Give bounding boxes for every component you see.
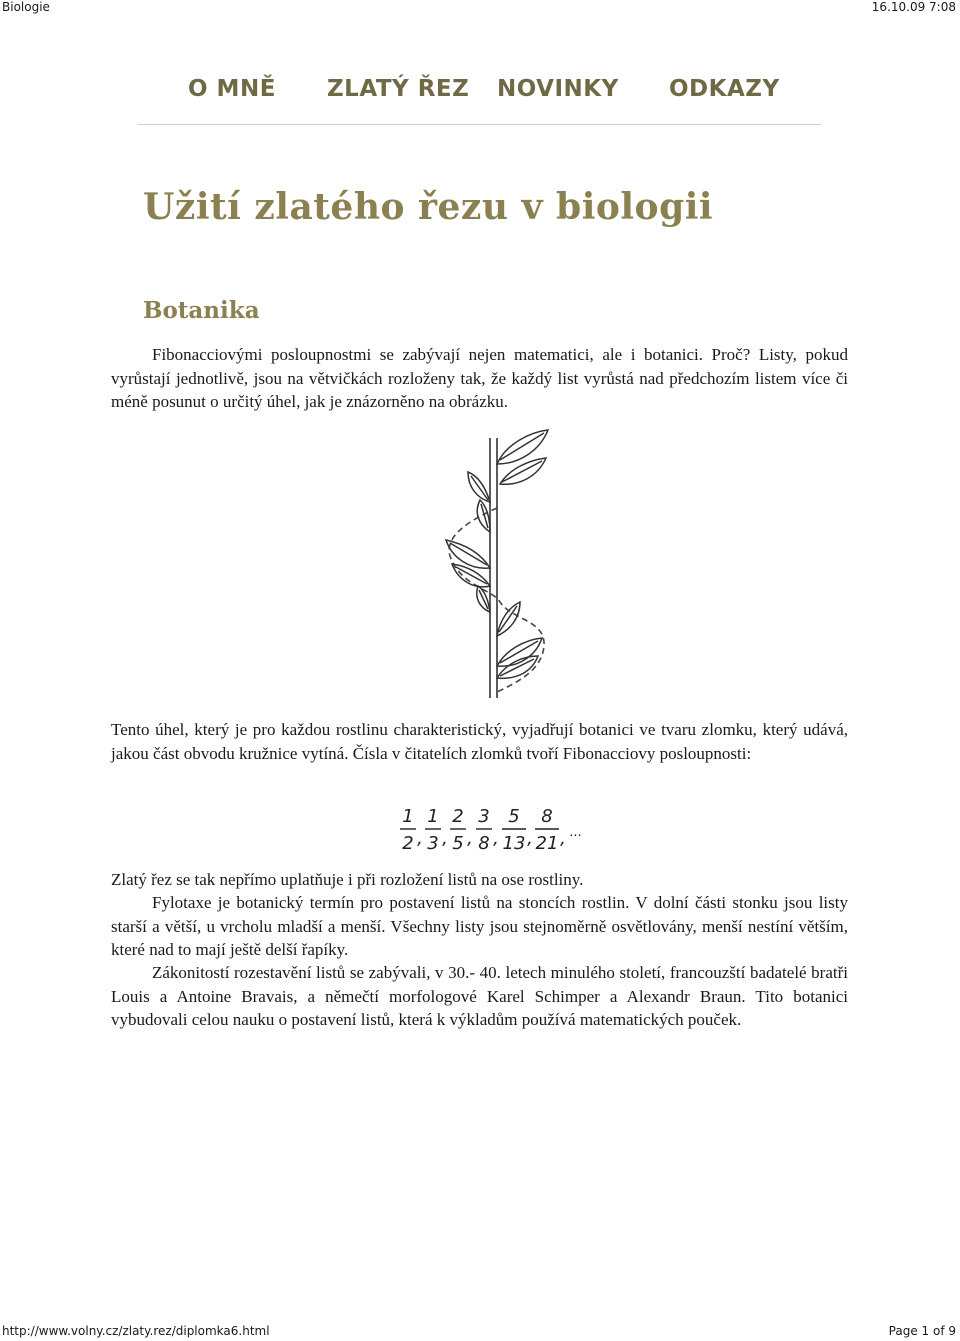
fraction-6-denominator: 21 bbox=[535, 833, 559, 854]
plant-stem bbox=[490, 438, 497, 698]
section-title: Botanika bbox=[143, 297, 260, 324]
top-navigation bbox=[188, 76, 788, 110]
fraction-3-numerator: 2 bbox=[452, 806, 464, 827]
print-header-datetime: 16.10.09 7:08 bbox=[871, 0, 956, 14]
paragraph-intro: Fibonacciovými posloupnostmi se zabývají nejen matematici, ale i botanici. Proč? Listy, pokud vyrůstají jednotlivě, jsou na větvičkách rozloženy tak, že každý list vyrůstá nad předchozím listem více či méně posunut o určitý úhel, jak je znázorněno na obrázku. bbox=[111, 345, 848, 411]
fraction-2-numerator: 1 bbox=[427, 806, 439, 827]
fraction-separator: , bbox=[442, 828, 448, 849]
fraction-1-denominator: 2 bbox=[402, 833, 414, 854]
fraction-4-numerator: 3 bbox=[478, 806, 490, 827]
paragraph-angle-fraction: Tento úhel, který je pro každou rostlinu charakteristický, vyjadřují botanici ve tvaru zlomku, který udává, jakou část obvodu kružnice vytíná. Čísla v čitatelích zlomků tvoří Fibonacciovy posloupnosti: bbox=[111, 720, 848, 763]
print-header-title: Biologie bbox=[2, 0, 50, 14]
nav-divider bbox=[138, 124, 821, 125]
nav-link-o-mne[interactable]: O MNĚ bbox=[188, 76, 276, 102]
nav-link-novinky[interactable]: NOVINKY bbox=[497, 76, 619, 102]
fraction-4-denominator: 8 bbox=[478, 833, 490, 854]
nav-link-odkazy[interactable]: ODKAZY bbox=[669, 76, 780, 102]
page-title: Užití zlatého řezu v biologii bbox=[143, 186, 714, 228]
nav-link-zlaty-rez[interactable]: ZLATÝ ŘEZ bbox=[327, 76, 470, 102]
paragraph-golden-ratio: Zlatý řez se tak nepřímo uplatňuje i při rozložení listů na ose rostliny. bbox=[111, 870, 584, 889]
fraction-separator: , bbox=[527, 828, 533, 849]
fraction-3-denominator: 5 bbox=[452, 833, 464, 854]
fraction-2-denominator: 3 bbox=[427, 833, 439, 854]
fraction-5-denominator: 13 bbox=[502, 833, 526, 854]
fraction-5-numerator: 5 bbox=[508, 806, 520, 827]
fraction-1-numerator: 1 bbox=[402, 806, 414, 827]
print-footer-url: http://www.volny.cz/zlaty.rez/diplomka6.html bbox=[2, 1324, 270, 1338]
fraction-separator: , bbox=[560, 828, 566, 849]
paragraph-researchers: Zákonitostí rozestavění listů se zabývali, v 30.- 40. letech minulého století, francouzští badatelé bratři Louis a Antoine Bravais, a němečtí morfologové Karel Schimper a Alexandr Braun. Tito botanici vybudovali celou nauku o postavení listů, která k výkladům používá matematických pouček. bbox=[111, 963, 848, 1029]
print-footer bbox=[0, 1324, 960, 1340]
fraction-separator: , bbox=[467, 828, 473, 849]
fraction-separator: , bbox=[417, 828, 423, 849]
fraction-ellipsis: ... bbox=[569, 825, 583, 840]
fraction-separator: , bbox=[493, 828, 499, 849]
print-header bbox=[0, 0, 960, 16]
print-footer-page: Page 1 of 9 bbox=[888, 1324, 956, 1338]
fraction-6-numerator: 8 bbox=[541, 806, 553, 827]
paragraph-phyllotaxis: Fylotaxe je botanický termín pro postavení listů na stoncích rostlin. V dolní části stonku jsou listy starší a větší, u vrcholu mladší a menší. Všechny listy jsou stejnoměrně osvětlovány, menší nestíní větším, které nad to mají ještě delší řapíky. bbox=[111, 893, 848, 959]
fibonacci-fractions bbox=[398, 802, 588, 860]
plant-phyllotaxis-illustration bbox=[440, 424, 560, 702]
